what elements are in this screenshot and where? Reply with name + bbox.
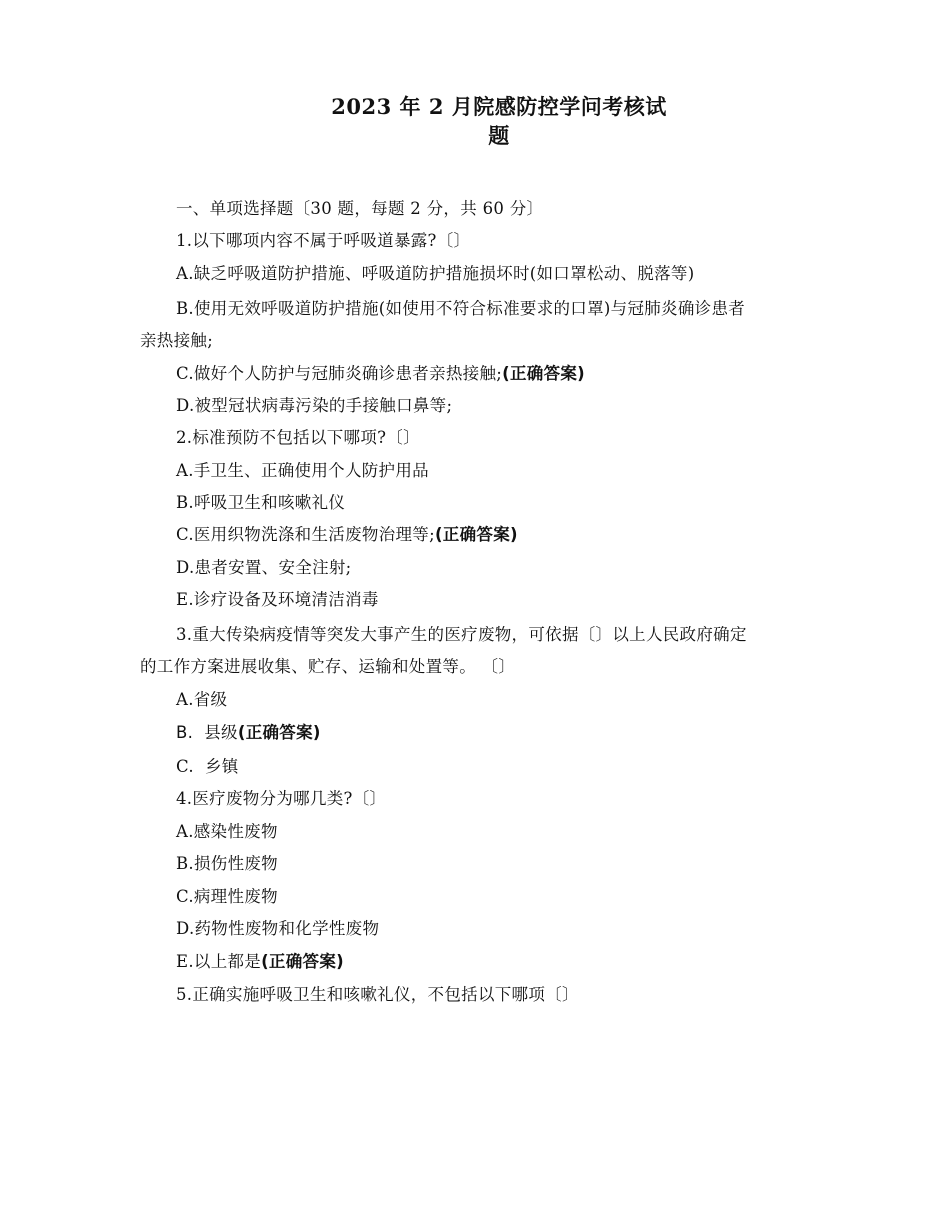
question-2-option-a: A.手卫生、正确使用个人防护用品 [176, 461, 429, 480]
question-1-option-c [176, 363, 585, 385]
section-heading: 一、单项选择题〔30 题，每题 2 分，共 60 分〕 [176, 199, 544, 218]
option-text: C.医用织物洗涤和生活废物治理等; [176, 525, 435, 544]
question-2-option-e: E.诊疗设备及环境清洁消毒 [176, 590, 379, 609]
correct-answer-mark: (正确答案) [261, 952, 344, 971]
question-1-option-d: D.被型冠状病毒污染的手接触口鼻等; [176, 396, 453, 415]
document-title-continued: 题 [488, 123, 510, 148]
document-title: 2023 年 2 月院感防控学问考核试 [331, 94, 667, 119]
correct-answer-mark: (正确答案) [502, 364, 586, 383]
question-3-stem: 3.重大传染病疫情等突发大事产生的医疗废物，可依据〔〕以上人民政府确定 [176, 625, 747, 644]
option-text: B. 县级 [176, 723, 238, 742]
question-1-stem: 1.以下哪项内容不属于呼吸道暴露?〔〕 [176, 231, 471, 250]
correct-answer-mark: (正确答案) [237, 723, 321, 742]
option-text: C.做好个人防护与冠肺炎确诊患者亲热接触; [176, 364, 503, 383]
question-1-option-a: A.缺乏呼吸道防护措施、呼吸道防护措施损坏时(如口罩松动、脱落等) [176, 264, 695, 283]
question-4-option-a: A.感染性废物 [176, 822, 278, 841]
question-2-option-d: D.患者安置、安全注射; [176, 558, 352, 577]
correct-answer-mark: (正确答案) [434, 525, 518, 544]
question-4-stem: 4.医疗废物分为哪几类?〔〕 [176, 789, 387, 808]
question-3-stem-continued: 的工作方案进展收集、贮存、运输和处置等。 〔〕 [140, 657, 516, 676]
question-3-option-b [176, 722, 321, 744]
question-3-option-a: A.省级 [176, 690, 228, 709]
question-4-option-b: B.损伤性废物 [176, 854, 278, 873]
question-1-option-b: B.使用无效呼吸道防护措施(如使用不符合标准要求的口罩)与冠肺炎确诊患者 [176, 299, 746, 318]
question-1-option-b-continued: 亲热接触; [140, 331, 214, 350]
question-2-option-b: B.呼吸卫生和咳嗽礼仪 [176, 493, 346, 512]
question-2-stem: 2.标准预防不包括以下哪项?〔〕 [176, 428, 420, 447]
question-4-option-c: C.病理性废物 [176, 887, 278, 906]
question-4-option-d: D.药物性废物和化学性废物 [176, 919, 380, 938]
question-2-option-c [176, 524, 518, 546]
question-3-option-c: C. 乡镇 [176, 757, 239, 776]
question-4-option-e [176, 951, 344, 973]
question-5-stem: 5.正确实施呼吸卫生和咳嗽礼仪，不包括以下哪项〔〕 [176, 985, 579, 1004]
option-text: E.以上都是 [176, 952, 262, 971]
